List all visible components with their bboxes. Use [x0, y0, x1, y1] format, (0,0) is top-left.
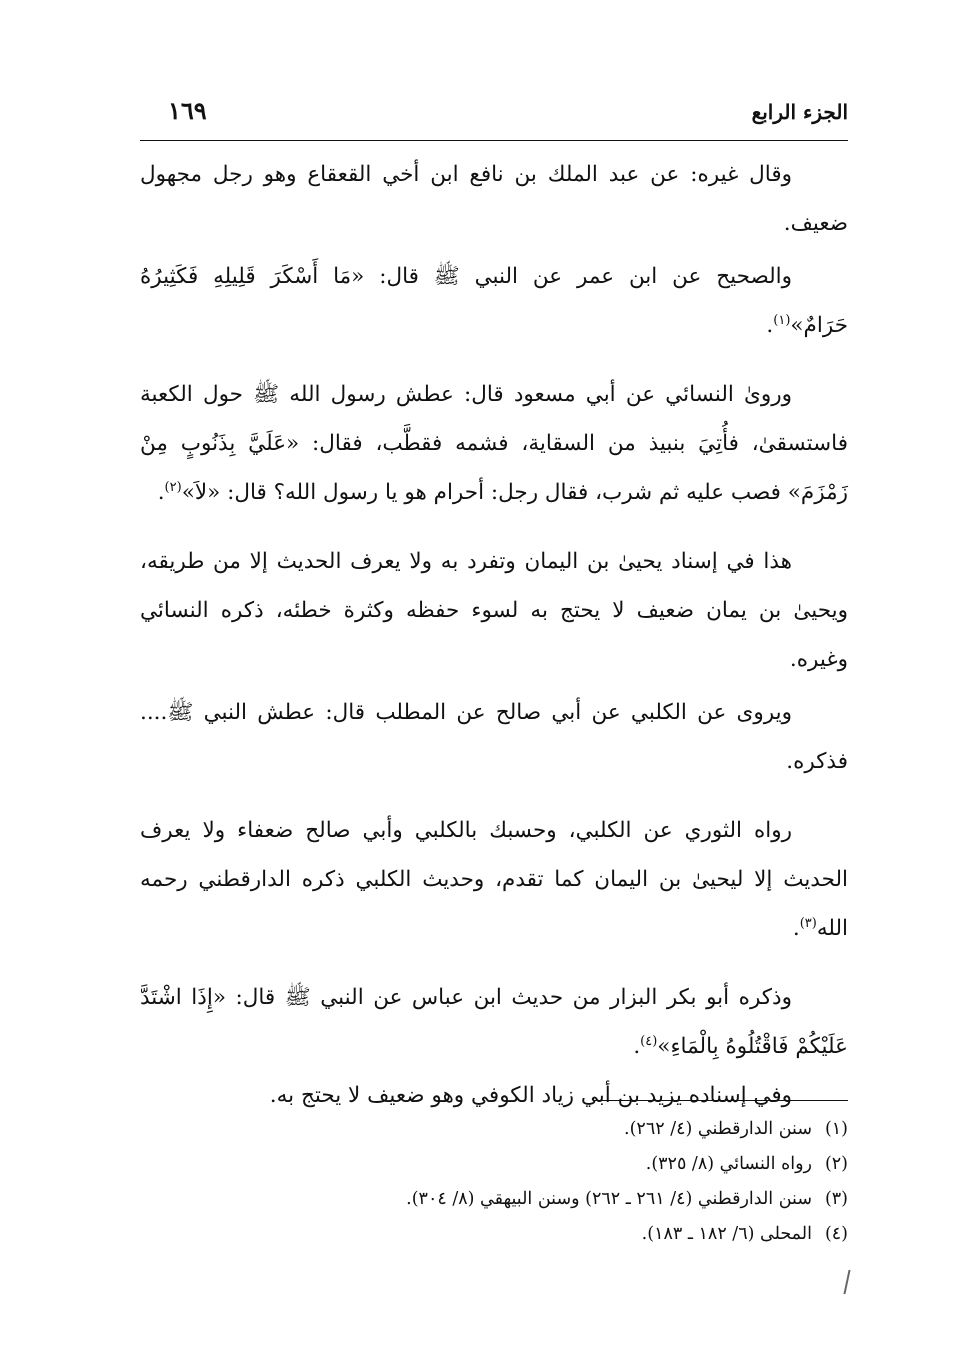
header-rule: [140, 140, 848, 141]
footnote-reference: (٢): [164, 479, 182, 495]
footnote-reference: (٤): [640, 1033, 658, 1049]
footnote-number: (١): [824, 1119, 848, 1139]
paragraph-text: وذكره أبو بكر البزار من حديث ابن عباس عن النبي ﷺ قال: «إِذَا اشْتَدَّ عَلَيْكُمْ فَاقْتُلُوهُ بِالْمَاءِ»: [140, 985, 848, 1059]
footnote-number: (٤): [824, 1224, 848, 1244]
paragraph-2: [140, 252, 848, 350]
footnote-text: رواه النسائي (٨/ ٣٢٥).: [645, 1154, 812, 1174]
paragraph-4: [140, 537, 848, 684]
footnote-text: سنن الدارقطني (٤/ ٢٦١ ـ ٢٦٢) وسنن البيهقي (٨/ ٣٠٤).: [406, 1189, 812, 1209]
running-title: الجزء الرابع: [751, 100, 848, 124]
footnote-text: سنن الدارقطني (٤/ ٢٦٢).: [624, 1119, 812, 1139]
paragraph-text: رواه الثوري عن الكلبي، وحسبك بالكلبي وأبي صالح ضعفاء ولا يعرف الحديث إلا ليحيىٰ بن اليمان كما تقدم، وحديث الكلبي ذكره الدارقطني رحمه الله: [140, 818, 848, 941]
footnote-4: [140, 1217, 848, 1252]
page-header: [140, 96, 848, 136]
paragraph-tail: .: [766, 313, 774, 338]
paragraph-text: ويروى عن الكلبي عن أبي صالح عن المطلب قال: عطش النبي ﷺ.... فذكره.: [140, 700, 848, 774]
paragraph-3: [140, 370, 848, 517]
footnotes: [140, 1112, 848, 1252]
paragraph-7: [140, 973, 848, 1071]
paragraph-text: وفي إسناده يزيد بن أبي زياد الكوفي وهو ضعيف لا يحتج به.: [269, 1083, 792, 1108]
body-text: [140, 150, 848, 1120]
paragraph-text: وروىٰ النسائي عن أبي مسعود قال: عطش رسول الله ﷺ حول الكعبة فاستسقىٰ، فأُتِيَ بنبيذ من السقاية، فشمه فقطَّب، فقال: «عَلَيَّ بِذَنُوبٍ مِنْ زَمْزَمَ» فصب عليه ثم شرب، فقال رجل: أحرام هو يا رسول الله؟ قال: «لاَ»: [140, 382, 848, 505]
footnote-number: (٣): [824, 1189, 848, 1209]
paragraph-5: [140, 688, 848, 786]
paragraph-tail: .: [633, 1034, 641, 1059]
paragraph-text: وقال غيره: عن عبد الملك بن نافع ابن أخي القعقاع وهو رجل مجهول ضعيف.: [140, 162, 848, 236]
scan-mark: [843, 1270, 850, 1294]
footnote-number: (٢): [824, 1154, 848, 1174]
paragraph-tail: .: [792, 916, 800, 941]
paragraph-text: والصحيح عن ابن عمر عن النبي ﷺ قال: «مَا أَسْكَرَ قَلِيلِهِ فَكَثِيرُهُ حَرَامٌ»: [140, 264, 848, 338]
footnote-text: المحلى (٦/ ١٨٢ ـ ١٨٣).: [641, 1224, 812, 1244]
footnote-3: [140, 1182, 848, 1217]
footnote-reference: (٣): [799, 915, 817, 931]
paragraph-6: [140, 806, 848, 953]
paragraph-text: هذا في إسناد يحيىٰ بن اليمان وتفرد به ولا يعرف الحديث إلا من طريقه، ويحيىٰ بن يمان ضعيف لا يحتج به لسوء حفظه وكثرة خطئه، ذكره النسائي وغيره.: [140, 549, 848, 672]
paragraph-1: [140, 150, 848, 248]
footnote-1: [140, 1112, 848, 1147]
page-number: ١٦٩: [168, 96, 207, 125]
footnote-reference: (١): [773, 312, 791, 328]
footnote-rule: [594, 1100, 848, 1101]
paragraph-tail: .: [157, 480, 165, 505]
footnote-2: [140, 1147, 848, 1182]
